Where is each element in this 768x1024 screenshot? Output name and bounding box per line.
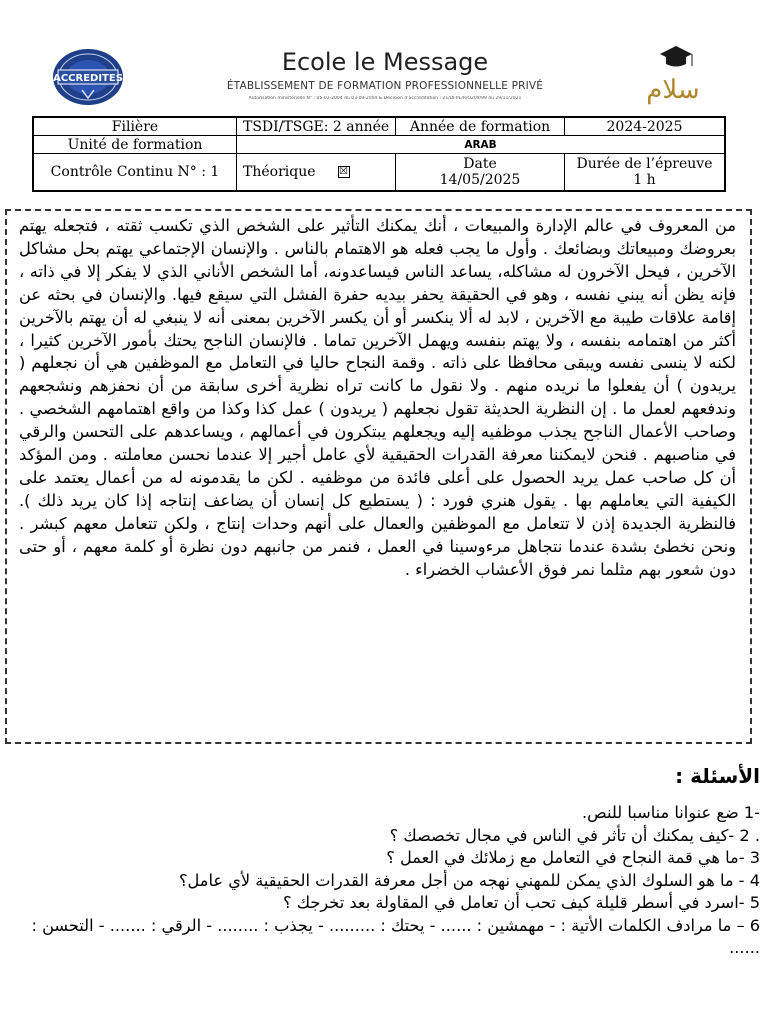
duree-value: 1 h	[633, 172, 656, 188]
controle-label: Contrôle Continu N° : 1	[33, 154, 237, 192]
duree-label: Durée de l’épreuve	[576, 156, 713, 172]
theorique-checkbox[interactable]: ☒	[339, 166, 348, 177]
question-item: 4 - ما هو السلوك الذي يمكن للمهني نهجه من أجل معرفة القدرات الحقيقية لأي عامل؟	[178, 870, 760, 890]
exam-info-table	[32, 116, 726, 192]
filiere-label: Filière	[33, 117, 237, 136]
filiere-value: TSDI/TSGE: 2 année	[237, 117, 396, 136]
date-label: Date	[463, 156, 497, 172]
passage-box	[5, 209, 752, 744]
theorique-label: Théorique	[243, 164, 316, 180]
passage-text: من المعروف في عالم الإدارة والمبيعات ، أنك يمكنك التأثير على الشخص الذي تكسب ثقته ، فتجعله يهتم بعروضك ومبيعاتك وبضائعك . وأول ما يجب فعله هو الاهتمام بالناس . والإنسان الإجتماعي يهتم بحل مشاكل الآخرين ، فيحل الآخرون له مشاكله، يساعد الناس فيساعدونه، أما الشخص الأناني الذي لا يفكر إلا في ذاته ، فإنه يظن أنه يبني نفسه ، وهو في الحقيقة يحفر بيديه حفرة الفشل التي سيقع فيها. والإنسان في بحثه عن إقامة علاقات طيبة مع الآخرين ، لابد له ألا ينكسر أو أن يكسر الآخرين بمعنى أنه لا ينبغي له أن يهتم بالآخرين أكثر من اهتمامه بنفسه ، ولا يهتم بنفسه ويهمل الآخرين تماما . فالإنسان الناجح يحتك بأمور الآخرين كثيرا ، لكنه لا ينسى نفسه ويبقى محافظا على ذاته . وقمة النجاح حاليا في التعامل مع الموظفين هي أن نجعلهم ( يريدون ) أن يفعلوا ما نريده منهم . ولا نقول ما كانت تراه نظرية أخرى سابقة من أن نحفزهم ونشجعهم وندفعهم لعمل ما . إن النظرية الحديثة تقول نجعلهم ( يريدون ) عمل كذا وكذا من واقع اهتمامهم الشخصي . وصاحب الأعمال الناجح يجذب موظفيه إليه ويجعلهم يبتكرون في أعمالهم ، ويساعدهم على التحسن والرقي في مناصبهم . فنحن لايمكننا معرفة القدرات الحقيقية لأي عامل أجير إلا عندما نحسن معاملته . ومن المؤكد أن كل صاحب عمل يريد الحصول على أعلى فائدة من موظفيه . لكن ما يقدمونه له من أعمال يعتمد على الكيفية التي يعاملهم بها . يقول هنري فورد : ( يستطيع كل إنسان أن يضاعف إنتاجه إذا كان يريد ذلك ). فالنظرية الجديدة إذن لا تتعامل مع الموظفين والعمال على أنهم وحدات إنتاج ، ولكن تتعامل معهم كبشر . ونحن نخطئ بشدة عندما نتجاهل مرءوسينا في العمل ، فنمر من جانبهم دون نظرة أو كلمة معهم ، أو حتى دون شعور بهم مثلما نمر فوق الأعشاب الخضراء .	[19, 216, 736, 579]
theorique-cell	[237, 154, 396, 192]
table-row	[33, 117, 725, 136]
questions-heading: الأسئلة :	[675, 764, 760, 788]
graduation-cap-calligraphy-logo	[640, 40, 706, 110]
question-item: 5 -اسرد في أسطر قليلة كيف تحب أن تعامل في المقاولة بعد تخرجك ؟	[282, 893, 760, 912]
date-cell	[396, 154, 565, 192]
question-item: -1 ضع عنوانا مناسبا للنص.	[582, 803, 760, 822]
unite-value: ARAB	[237, 136, 726, 154]
question-item: 3 -ما هي قمة النجاح في التعامل مع زملائك في العمل ؟	[386, 848, 760, 867]
date-value: 14/05/2025	[439, 172, 521, 188]
accreditation-seal-logo	[52, 48, 124, 106]
svg-text:سلام: سلام	[646, 75, 700, 105]
svg-text:ACCREDITES: ACCREDITES	[53, 73, 123, 84]
question-item: 6 – ما مرادف الكلمات الأتية : - مهمشين : ...... - يحتك : ......... - يجذب : ........ - الرقي : ....... - التحسن : ......	[31, 915, 760, 957]
school-name: Ecole le Message	[281, 48, 489, 76]
table-row	[33, 154, 725, 192]
annee-value: 2024-2025	[565, 117, 726, 136]
duree-cell	[565, 154, 726, 192]
question-item: . 2 -كيف يمكنك أن تأثر في الناس في مجال تخصصك ؟	[389, 825, 760, 845]
table-row	[33, 136, 725, 154]
document-header	[0, 0, 768, 112]
questions-list	[8, 802, 760, 960]
unite-label: Unité de formation	[33, 136, 237, 154]
annee-label: Année de formation	[396, 117, 565, 136]
school-subtitle: ÉTABLISSEMENT DE FORMATION PROFESSIONNELLE PRIVÉ	[226, 80, 544, 92]
authorization-line: Autorisation ministérielle N° : 05-02-2004 du 03-09-2004 & Décision d’accréditation : 21/DFPE/R/O209/99 du 29/11/2021	[248, 96, 522, 101]
